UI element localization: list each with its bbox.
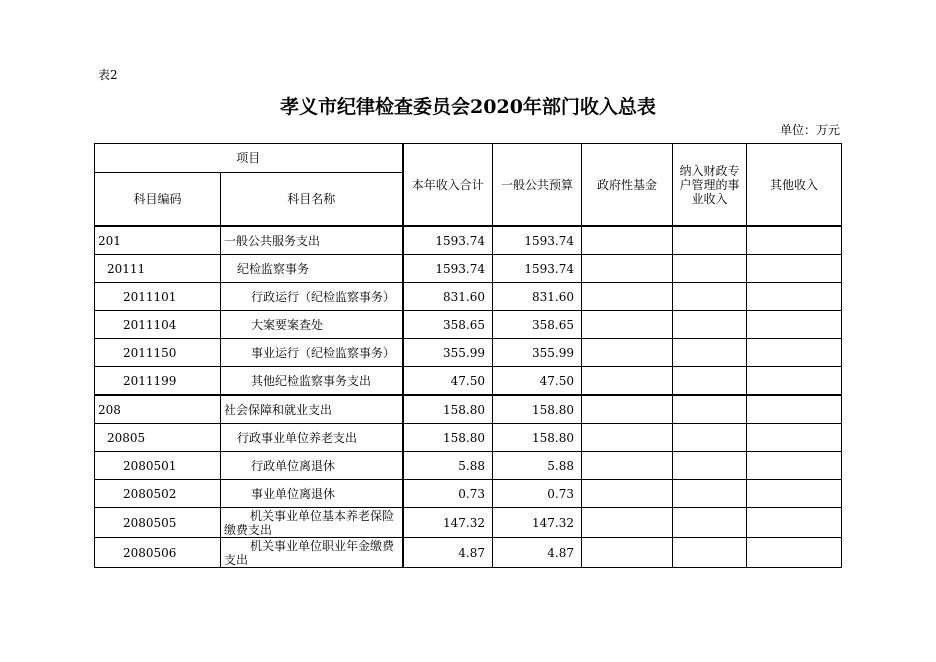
row-general: 158.80: [493, 424, 582, 452]
row-total: 158.80: [403, 395, 493, 424]
row-total: 0.73: [403, 480, 493, 508]
row-name: 事业单位离退休: [221, 480, 403, 508]
row-general: 355.99: [493, 339, 582, 367]
header-code: 科目编码: [95, 173, 221, 227]
table-row: [95, 508, 842, 538]
table-row: [95, 283, 842, 311]
table-row: [95, 395, 842, 424]
row-total: 47.50: [403, 367, 493, 396]
row-other: [747, 480, 842, 508]
row-name: 行政事业单位养老支出: [221, 424, 403, 452]
row-general: 4.87: [493, 538, 582, 568]
row-gov-fund: [582, 395, 673, 424]
row-special: [673, 480, 747, 508]
row-code: 208: [95, 395, 221, 424]
row-general: 0.73: [493, 480, 582, 508]
row-special: [673, 367, 747, 396]
row-name: 事业运行（纪检监察事务）: [221, 339, 403, 367]
table-row: [95, 424, 842, 452]
row-code: 2011150: [95, 339, 221, 367]
row-total: 355.99: [403, 339, 493, 367]
table-row: [95, 452, 842, 480]
row-name: 一般公共服务支出: [221, 226, 403, 255]
row-total: 147.32: [403, 508, 493, 538]
income-summary-table: [94, 143, 842, 568]
header-row-top: [95, 144, 842, 173]
row-code: 2080501: [95, 452, 221, 480]
table-row: [95, 480, 842, 508]
row-other: [747, 367, 842, 396]
row-total: 4.87: [403, 538, 493, 568]
header-project: 项目: [95, 144, 403, 173]
row-special: [673, 226, 747, 255]
header-special-account: 纳入财政专户管理的事业收入: [673, 144, 747, 227]
row-special: [673, 508, 747, 538]
row-name: 机关事业单位基本养老保险缴费支出: [221, 508, 403, 538]
row-other: [747, 255, 842, 283]
header-total: 本年收入合计: [403, 144, 493, 227]
row-name: 大案要案查处: [221, 311, 403, 339]
row-special: [673, 339, 747, 367]
row-total: 1593.74: [403, 226, 493, 255]
row-special: [673, 283, 747, 311]
row-other: [747, 339, 842, 367]
row-code: 20805: [95, 424, 221, 452]
row-special: [673, 452, 747, 480]
row-other: [747, 226, 842, 255]
row-gov-fund: [582, 311, 673, 339]
unit-label: 单位：万元: [779, 123, 840, 137]
row-special: [673, 395, 747, 424]
row-general: 358.65: [493, 311, 582, 339]
row-name: 机关事业单位职业年金缴费支出: [221, 538, 403, 568]
row-general: 147.32: [493, 508, 582, 538]
row-general: 5.88: [493, 452, 582, 480]
row-other: [747, 538, 842, 568]
table-row: [95, 339, 842, 367]
row-code: 2011104: [95, 311, 221, 339]
row-total: 158.80: [403, 424, 493, 452]
table-row: [95, 226, 842, 255]
row-code: 2011101: [95, 283, 221, 311]
page-title: 孝义市纪律检查委员会2020年部门收入总表: [280, 96, 656, 118]
row-other: [747, 395, 842, 424]
header-name: 科目名称: [221, 173, 403, 227]
table-row: [95, 255, 842, 283]
row-gov-fund: [582, 255, 673, 283]
row-special: [673, 538, 747, 568]
row-total: 358.65: [403, 311, 493, 339]
row-general: 831.60: [493, 283, 582, 311]
row-code: 2080502: [95, 480, 221, 508]
row-name: 纪检监察事务: [221, 255, 403, 283]
row-total: 5.88: [403, 452, 493, 480]
row-name: 其他纪检监察事务支出: [221, 367, 403, 396]
table-row: [95, 367, 842, 396]
row-gov-fund: [582, 424, 673, 452]
row-total: 1593.74: [403, 255, 493, 283]
row-other: [747, 424, 842, 452]
row-general: 158.80: [493, 395, 582, 424]
row-gov-fund: [582, 339, 673, 367]
table-row: [95, 538, 842, 568]
row-name: 行政单位离退休: [221, 452, 403, 480]
row-gov-fund: [582, 480, 673, 508]
sheet-label: 表2: [98, 68, 118, 82]
row-gov-fund: [582, 508, 673, 538]
row-general: 47.50: [493, 367, 582, 396]
row-other: [747, 283, 842, 311]
header-general-budget: 一般公共预算: [493, 144, 582, 227]
row-special: [673, 424, 747, 452]
row-special: [673, 255, 747, 283]
table-row: [95, 311, 842, 339]
row-total: 831.60: [403, 283, 493, 311]
row-gov-fund: [582, 538, 673, 568]
row-gov-fund: [582, 283, 673, 311]
row-other: [747, 311, 842, 339]
row-other: [747, 508, 842, 538]
row-code: 2011199: [95, 367, 221, 396]
header-other: 其他收入: [747, 144, 842, 227]
row-other: [747, 452, 842, 480]
row-name: 行政运行（纪检监察事务）: [221, 283, 403, 311]
row-special: [673, 311, 747, 339]
row-code: 20111: [95, 255, 221, 283]
row-general: 1593.74: [493, 226, 582, 255]
row-gov-fund: [582, 452, 673, 480]
header-gov-fund: 政府性基金: [582, 144, 673, 227]
row-code: 2080505: [95, 508, 221, 538]
row-name: 社会保障和就业支出: [221, 395, 403, 424]
row-gov-fund: [582, 226, 673, 255]
row-code: 2080506: [95, 538, 221, 568]
row-general: 1593.74: [493, 255, 582, 283]
row-code: 201: [95, 226, 221, 255]
row-gov-fund: [582, 367, 673, 396]
